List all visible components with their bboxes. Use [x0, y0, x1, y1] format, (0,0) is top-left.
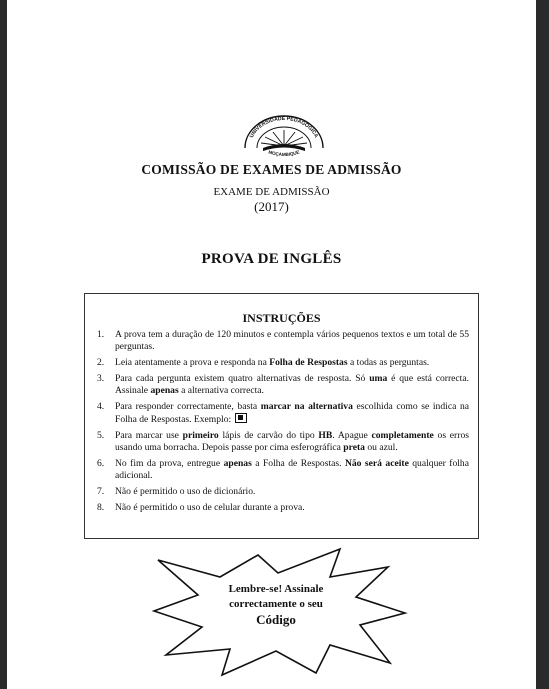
- instruction-item: [97, 401, 469, 426]
- instruction-item: [97, 502, 469, 514]
- item-number: 8.: [97, 501, 105, 513]
- item-text: No fim da prova, entregue apenas a Folha de Respostas. Não será aceite qualquer folha adicional.: [115, 457, 469, 481]
- logo-text-top: UNIVERSIDADE PEDAGÓGICA: [248, 115, 320, 139]
- exam-year: (2017): [254, 199, 289, 214]
- instruction-item: [97, 458, 469, 482]
- university-logo: [237, 110, 331, 160]
- item-number: 7.: [97, 485, 105, 497]
- instruction-item: [97, 486, 469, 498]
- exam-cover-page: [7, 0, 536, 689]
- item-text: Para marcar use primeiro lápis de carvão do tipo HB. Apague completamente os erros usando uma borracha. Depois passe por cima esferográfica preta ou azul.: [115, 429, 469, 453]
- item-text: Não é permitido o uso de celular durante a prova.: [115, 501, 305, 513]
- item-number: 2.: [97, 357, 105, 368]
- svg-text:MOÇAMBIQUE: [268, 149, 300, 157]
- reminder-text: [201, 582, 351, 627]
- item-number: 1.: [97, 329, 105, 340]
- reminder-line-3: Código: [256, 612, 296, 627]
- instruction-item: [97, 430, 469, 454]
- reminder-line-1: Lembre-se! Assinale: [228, 583, 324, 595]
- instruction-item: [97, 357, 469, 369]
- instructions-list: [97, 329, 469, 517]
- organization-title: COMISSÃO DE EXAMES DE ADMISSÃO: [141, 162, 402, 177]
- instruction-item: [97, 373, 469, 397]
- logo-text-bottom: MOÇAMBIQUE: [267, 149, 301, 158]
- item-text: Não é permitido o uso de dicionário.: [115, 485, 256, 497]
- instructions-title: INSTRUÇÕES: [242, 311, 321, 325]
- item-text: Para responder correctamente, basta marcar na alternativa escolhida como se indica na Folha de Respostas. Exemplo:: [115, 400, 470, 425]
- item-number: 3.: [97, 372, 105, 384]
- instructions-box: [84, 293, 479, 539]
- exam-name: EXAME DE ADMISSÃO: [213, 186, 330, 198]
- item-number: 5.: [97, 429, 105, 441]
- subject-title: PROVA DE INGLÊS: [201, 251, 342, 267]
- item-text: A prova tem a duração de 120 minutos e contempla vários pequenos textos e um total de 55 perguntas.: [115, 329, 469, 353]
- marked-bubble-icon: [235, 413, 247, 423]
- instruction-item: [97, 329, 469, 353]
- item-text: Leia atentamente a prova e responda na Folha de Respostas a todas as perguntas.: [115, 357, 430, 368]
- reminder-line-2: correctamente o seu: [229, 598, 323, 610]
- item-number: 6.: [97, 457, 105, 469]
- item-text: Para cada pergunta existem quatro alternativas de resposta. Só uma é que está correcta. Assinale apenas a alternativa correcta.: [115, 372, 469, 396]
- item-number: 4.: [97, 400, 105, 412]
